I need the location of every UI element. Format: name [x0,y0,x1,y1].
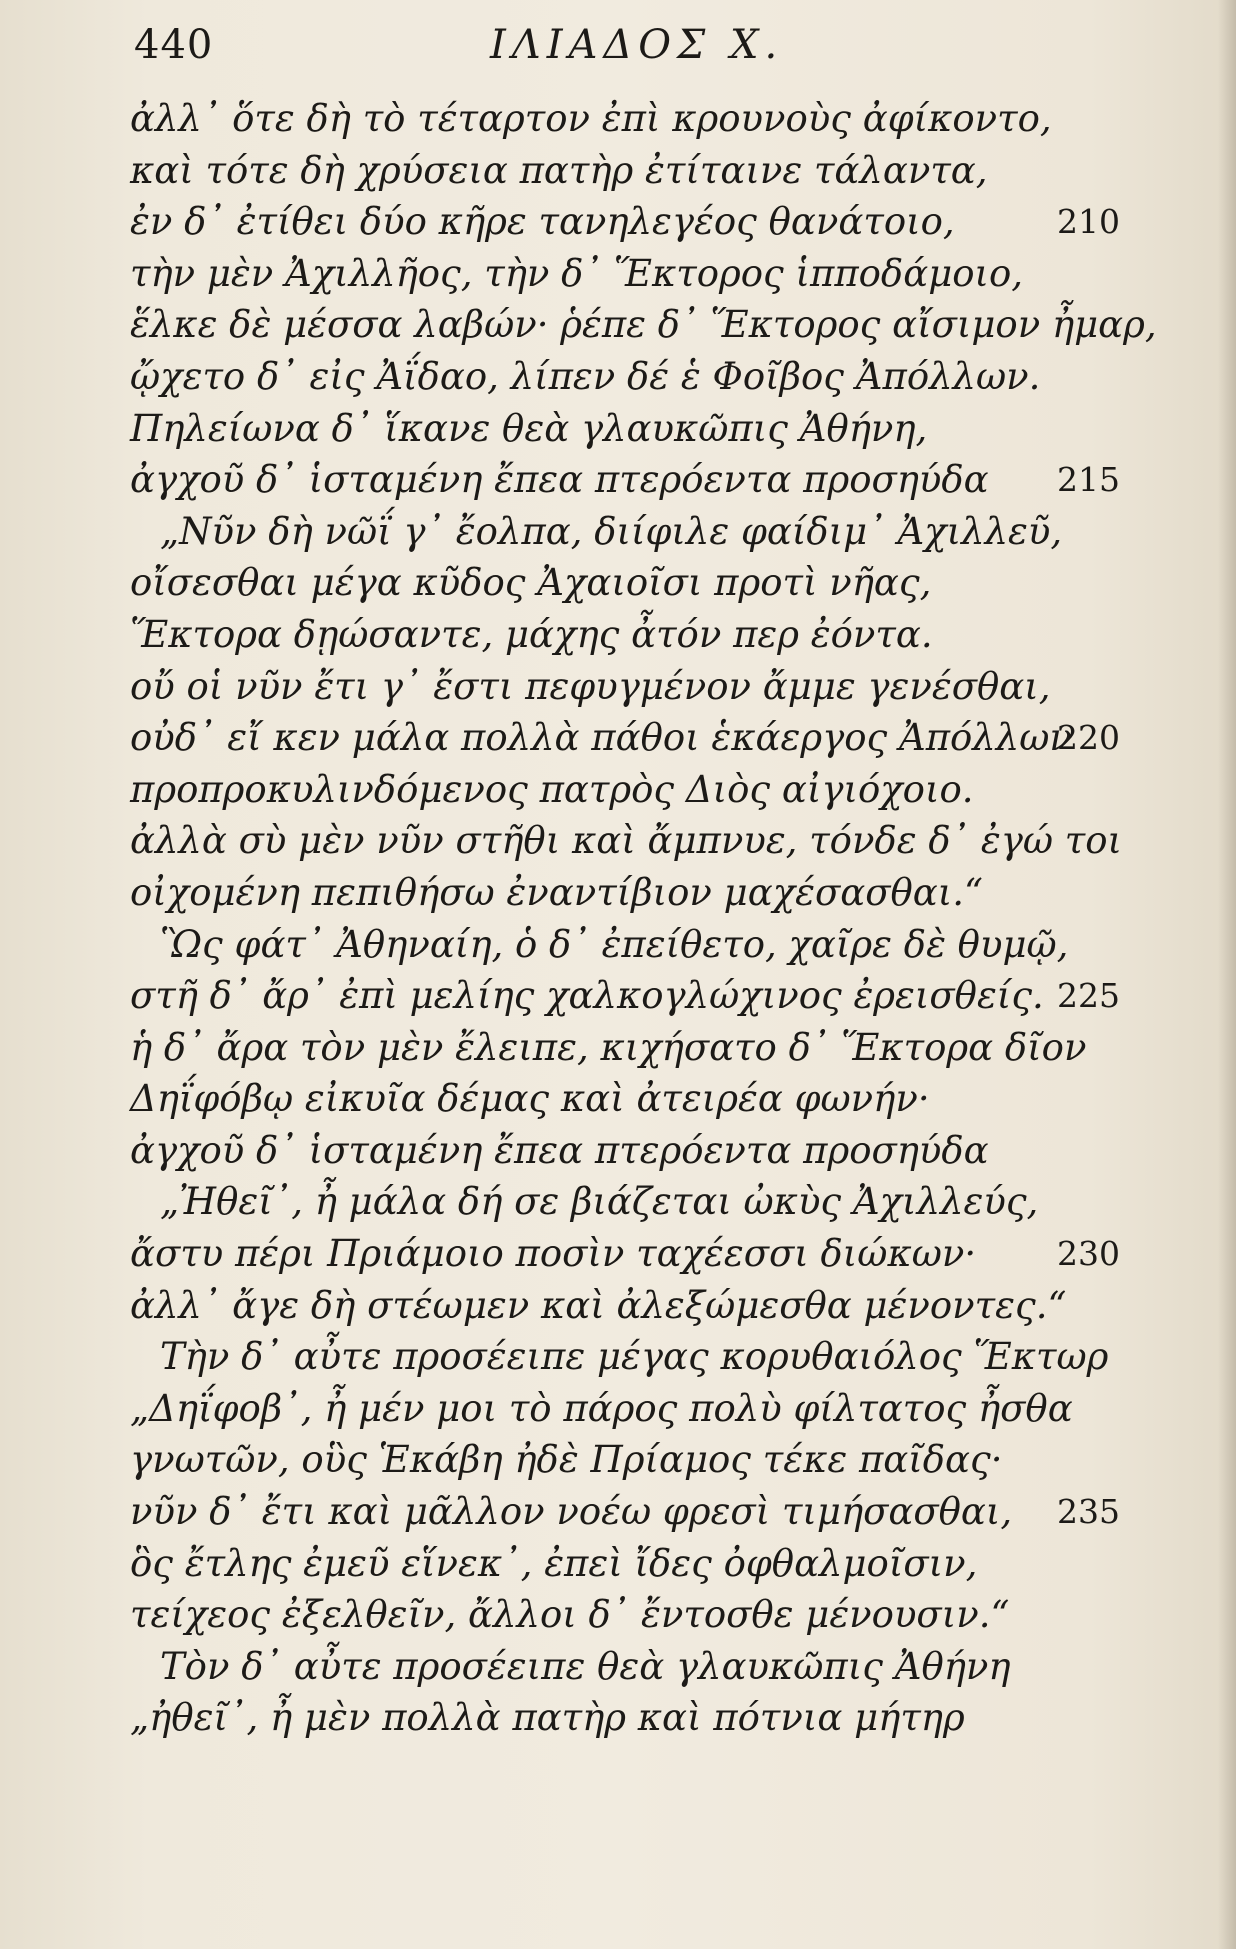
verse-line [0,867,1236,919]
verse-line [0,609,1236,661]
verse-text: ἀλλ᾽ ἄγε δὴ στέωμεν καὶ ἀλεξώμεσθα μένοντες.“ [130,1283,1067,1327]
verse-line [0,557,1236,609]
verse-text: Τὴν δ᾽ αὖτε προσέειπε μέγας κορυθαιόλος Ἕκτωρ [160,1335,1109,1379]
verse-line [0,248,1236,300]
verse-text: καὶ τότε δὴ χρύσεια πατὴρ ἐτίταινε τάλαντα, [130,148,988,192]
verse-line [0,1125,1236,1177]
verse-text: ἀλλ᾽ ὅτε δὴ τὸ τέταρτον ἐπὶ κρουνοὺς ἀφίκοντο, [130,97,1052,140]
verse-line [0,351,1236,403]
verse-line [0,1331,1236,1383]
line-number: 230 [1057,1234,1120,1274]
verse-text: Ὣς φάτ᾽ Ἀθηναίη, ὁ δ᾽ ἐπείθετο, χαῖρε δὲ θυμῷ, [160,922,1069,966]
verse-line [0,1434,1236,1486]
verse-text: ἕλκε δὲ μέσσα λαβών· ῥέπε δ᾽ Ἕκτορος αἴσιμον ἦμαρ, [130,303,1157,347]
verse-text: οὐδ᾽ εἴ κεν μάλα πολλὰ πάθοι ἑκάεργος Ἀπόλλων [130,716,1072,760]
verse-text: „ἠθεῖ᾽, ἦ μὲν πολλὰ πατὴρ καὶ πότνια μήτηρ [130,1696,965,1740]
verse-text: οὔ οἱ νῦν ἔτι γ᾽ ἔστι πεφυγμένον ἄμμε γενέσθαι, [130,664,1051,708]
verse-line [0,403,1236,455]
verse-text: στῆ δ᾽ ἄρ᾽ ἐπὶ μελίης χαλκογλώχινος ἐρεισθείς. [130,974,1044,1018]
verse-text: Τὸν δ᾽ αὖτε προσέειπε θεὰ γλαυκῶπις Ἀθήνη [160,1644,1011,1688]
verse-line [0,1692,1236,1744]
verse-text: νῦν δ᾽ ἔτι καὶ μᾶλλον νοέω φρεσὶ τιμήσασθαι, [130,1490,1013,1534]
verse-text: Ἕκτορα δῃώσαντε, μάχης ἆτόν περ ἐόντα. [130,612,933,656]
verse-text: γνωτῶν, οὓς Ἑκάβη ἠδὲ Πρίαμος τέκε παῖδας· [130,1438,1003,1482]
verse-line [0,1641,1236,1693]
verse-text: προπροκυλινδόμενος πατρὸς Διὸς αἰγιόχοιο. [130,767,974,811]
page-header [0,22,1236,82]
verse-line [0,661,1236,713]
line-number: 215 [1057,460,1120,500]
page-edge-shadow [1218,0,1236,1949]
verse-line [0,712,1236,764]
verse-text: Πηλείωνα δ᾽ ἵκανε θεὰ γλαυκῶπις Ἀθήνη, [130,406,928,450]
verse-text: ἀλλὰ σὺ μὲν νῦν στῆθι καὶ ἄμπνυε, τόνδε δ᾽ ἐγώ τοι [130,819,1123,863]
verse-text: ἡ δ᾽ ἄρα τὸν μὲν ἔλειπε, κιχήσατο δ᾽ Ἕκτορα δῖον [130,1025,1087,1069]
verse-text: ἄστυ πέρι Πριάμοιο ποσὶν ταχέεσσι διώκων· [130,1232,977,1276]
verse-line [0,1383,1236,1435]
page-number: 440 [134,22,214,68]
verse-text: ἐν δ᾽ ἐτίθει δύο κῆρε τανηλεγέος θανάτοιο, [130,200,955,244]
verse-text: „Νῦν δὴ νῶΐ γ᾽ ἔολπα, διίφιλε φαίδιμ᾽ Ἀχιλλεῦ, [160,509,1063,553]
line-number: 220 [1057,718,1120,758]
verse-line [0,93,1236,145]
verse-line [0,919,1236,971]
verse-line [0,764,1236,816]
verse-text: ὃς ἔτλης ἐμεῦ εἵνεκ᾽, ἐπεὶ ἴδες ὀφθαλμοῖσιν, [130,1541,978,1585]
running-head: ΙΛΙΑΔΟΣ Χ. [490,22,784,68]
verse-line [0,145,1236,197]
verse-text: ἀγχοῦ δ᾽ ἱσταμένη ἔπεα πτερόεντα προσηύδα [130,1128,989,1172]
verse-line [0,1022,1236,1074]
line-number: 235 [1057,1492,1120,1532]
verse-text: „Ἠθεῖ᾽, ἦ μάλα δή σε βιάζεται ὠκὺς Ἀχιλλεύς, [160,1180,1039,1224]
verse-line [0,1176,1236,1228]
verse-line [0,1280,1236,1332]
verse-text: „Δηΐφοβ᾽, ἦ μέν μοι τὸ πάρος πολὺ φίλτατος ἦσθα [130,1386,1073,1430]
verse-line [0,1073,1236,1125]
verse-line [0,454,1236,506]
verse-line [0,506,1236,558]
verse-line [0,970,1236,1022]
verse-text: οἴσεσθαι μέγα κῦδος Ἀχαιοῖσι προτὶ νῆας, [130,561,932,605]
line-number: 225 [1057,976,1120,1016]
verse-line [0,1486,1236,1538]
verse-line [0,299,1236,351]
line-number: 210 [1057,202,1120,242]
verse-text: Δηΐφόβῳ εἰκυῖα δέμας καὶ ἀτειρέα φωνήν· [130,1077,930,1121]
verse-text: ἀγχοῦ δ᾽ ἱσταμένη ἔπεα πτερόεντα προσηύδα [130,458,989,502]
verse-text: τὴν μὲν Ἀχιλλῆος, τὴν δ᾽ Ἕκτορος ἱπποδάμοιο, [130,251,1024,295]
verse-line [0,1228,1236,1280]
verse-line [0,815,1236,867]
verse-line [0,196,1236,248]
verse-line [0,1538,1236,1590]
verse-text: οἰχομένη πεπιθήσω ἐναντίβιον μαχέσασθαι.“ [130,870,983,914]
verse-line [0,1589,1236,1641]
verse-text: τείχεος ἐξελθεῖν, ἄλλοι δ᾽ ἔντοσθε μένουσιν.“ [130,1593,1010,1637]
verse-text: ᾤχετο δ᾽ εἰς Ἀΐδαο, λίπεν δέ ἑ Φοῖβος Ἀπόλλων. [130,354,1041,398]
verse-block [0,93,1236,1744]
